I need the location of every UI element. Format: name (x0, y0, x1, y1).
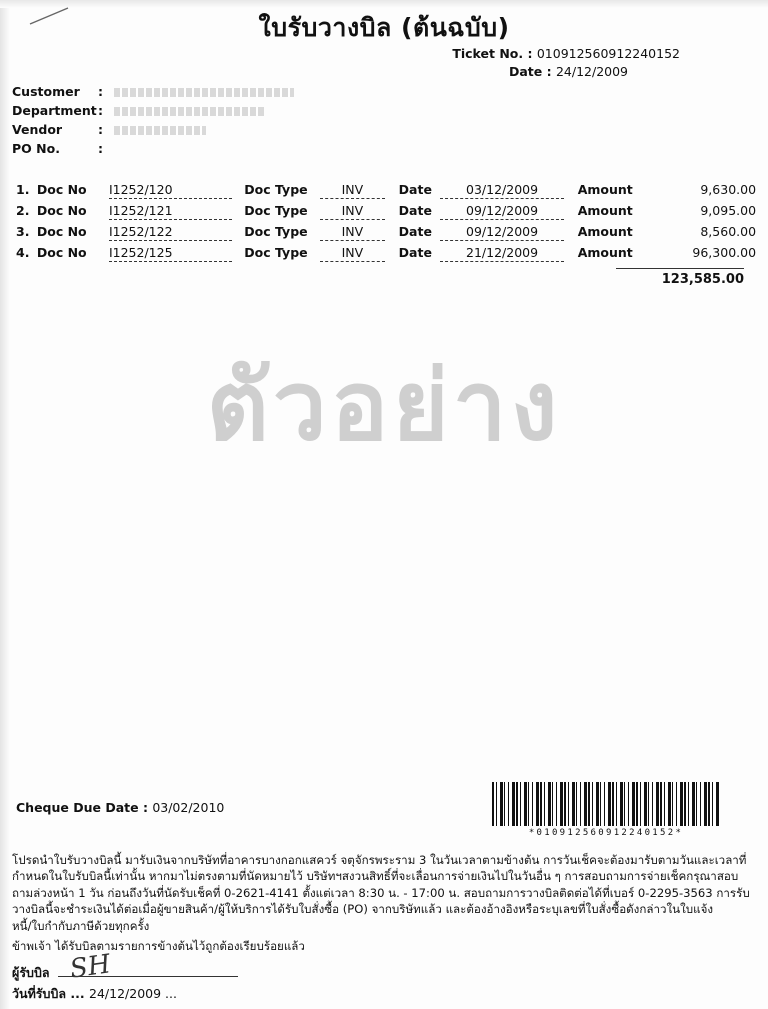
table-row (16, 182, 756, 203)
document-date-line (509, 64, 628, 79)
watermark-sample-text: ตัวอย่าง (206, 350, 562, 462)
po-row (12, 137, 294, 156)
document-date-value: 24/12/2009 (555, 64, 628, 79)
doc-no-value: I1252/125 (109, 245, 232, 262)
doc-no-label: Doc No (36, 203, 87, 218)
table-row (16, 224, 756, 245)
total-divider (616, 268, 744, 269)
doc-type-label: Doc Type (244, 245, 308, 260)
doc-type-label: Doc Type (244, 224, 308, 239)
table-row (16, 203, 756, 224)
page-title: ใบรับวางบิล (ต้นฉบับ) (258, 13, 510, 42)
handwritten-signature: SH (68, 949, 113, 985)
doc-amount-value: 8,560.00 (700, 224, 757, 239)
doc-no-value: I1252/122 (109, 224, 232, 241)
doc-date-label: Date (398, 182, 432, 197)
doc-amount-value: 9,630.00 (700, 182, 757, 197)
vendor-colon: : (98, 122, 103, 137)
department-row (12, 99, 294, 118)
table-row (16, 245, 756, 266)
doc-type-label: Doc Type (244, 203, 308, 218)
po-label: PO No. (12, 141, 60, 156)
customer-label: Customer (12, 84, 80, 99)
receipt-date-row (12, 984, 177, 1004)
doc-type-value: INV (320, 224, 385, 241)
row-index: 2. (16, 203, 30, 218)
doc-amount-value: 9,095.00 (700, 203, 757, 218)
cheque-due-date-label: Cheque Due Date : (16, 800, 148, 815)
vendor-label: Vendor (12, 122, 63, 137)
doc-amount-label: Amount (577, 203, 633, 218)
party-block (12, 80, 294, 156)
vendor-value (114, 126, 206, 135)
terms-line-5: หนี้/ใบกำกับภาษีด้วยทุกครั้ง (12, 918, 150, 933)
doc-date-value: 09/12/2009 (440, 224, 563, 241)
doc-date-value: 09/12/2009 (440, 203, 563, 220)
total-amount-value: 123,585.00 (661, 272, 744, 287)
document-date-label: Date : (508, 64, 552, 79)
doc-no-label: Doc No (36, 182, 87, 197)
po-colon: : (98, 141, 103, 156)
doc-type-value: INV (320, 203, 385, 220)
barcode-image (492, 782, 720, 826)
doc-date-label: Date (398, 245, 432, 260)
customer-value (114, 88, 294, 97)
doc-type-value: INV (320, 182, 385, 199)
ticket-number-line (452, 46, 680, 61)
receipt-date-value: 24/12/2009 ... (89, 986, 177, 1001)
ticket-number-value: 010912560912240152 (536, 46, 680, 61)
terms-text (12, 852, 756, 934)
customer-colon: : (98, 84, 103, 99)
doc-date-value: 03/12/2009 (440, 182, 563, 199)
receipt-date-label: วันที่รับบิล ... (12, 986, 85, 1001)
signature-row (12, 962, 238, 983)
doc-amount-label: Amount (577, 182, 633, 197)
barcode-block (492, 782, 720, 838)
scan-edge-left (0, 0, 10, 1009)
document-lines-table (16, 182, 756, 266)
vendor-row (12, 118, 294, 137)
doc-no-value: I1252/120 (109, 182, 232, 199)
doc-no-value: I1252/121 (109, 203, 232, 220)
terms-line-1: โปรดนำใบรับวางบิลนี้ มารับเงินจากบริษัทที่อาคารบางกอกแสควร์ จตุจักรพระราม 3 ในวันเวลาตามข้างต้น การวันเช็คจะต้องมารับตามวันและเวลาที่ (12, 853, 747, 867)
doc-amount-label: Amount (577, 224, 633, 239)
doc-no-label: Doc No (36, 245, 87, 260)
row-index: 4. (16, 245, 30, 260)
doc-no-label: Doc No (36, 224, 87, 239)
doc-type-label: Doc Type (244, 182, 308, 197)
doc-amount-label: Amount (577, 245, 633, 260)
doc-date-label: Date (398, 224, 432, 239)
terms-line-2: กำหนดในใบรับบิลนี้เท่านั้น หากมาไม่ตรงตามที่นัดหมายไว้ บริษัทฯสงวนสิทธิ์ที่จะเลื่อนการจ่ายเงินไปในวันอื่น ๆ การสอบถามการจ่ายเช็คกรุณาสอบ (12, 869, 739, 884)
row-index: 1. (16, 182, 30, 197)
doc-amount-value: 96,300.00 (692, 245, 757, 260)
acknowledgement-text: ข้าพเจ้า ได้รับบิลตามรายการข้างต้นไว้ถูกต้องเรียบร้อยแล้ว (12, 939, 305, 953)
cheque-due-date (16, 800, 224, 815)
doc-type-value: INV (320, 245, 385, 262)
customer-row (12, 80, 294, 99)
row-index: 3. (16, 224, 30, 239)
department-label: Department (12, 103, 97, 118)
department-colon: : (98, 103, 103, 118)
terms-line-4: วางบิลนี้จะชำระเงินได้ต่อเมื่อผู้ขายสินค้า/ผู้ให้บริการได้รับใบสั่งซื้อ (PO) จากบริษัทแล้ว และต้องอ้างอิงหรือระบุเลขที่ใบสั่งซื้อดังกล่าวในใบแจ้ง (12, 902, 714, 917)
signature-label: ผู้รับบิล (12, 965, 50, 980)
terms-line-3: ถามล่วงหน้า 1 วัน ก่อนถึงวันที่นัดรับเช็คที่ 0-2621-4141 ตั้งแต่เวลา 8:30 น. - 17:00 น. สอบถามการวางบิลติดต่อได้ที่เบอร์ 0-2295-3563 การรับ (12, 885, 750, 900)
department-value (114, 107, 264, 116)
doc-date-value: 21/12/2009 (440, 245, 563, 262)
cheque-due-date-value: 03/02/2010 (152, 800, 225, 815)
doc-date-label: Date (398, 203, 432, 218)
barcode-number: *010912560912240152* (528, 828, 684, 838)
scan-edge-top (0, 0, 768, 8)
ticket-number-label: Ticket No. : (452, 46, 533, 61)
